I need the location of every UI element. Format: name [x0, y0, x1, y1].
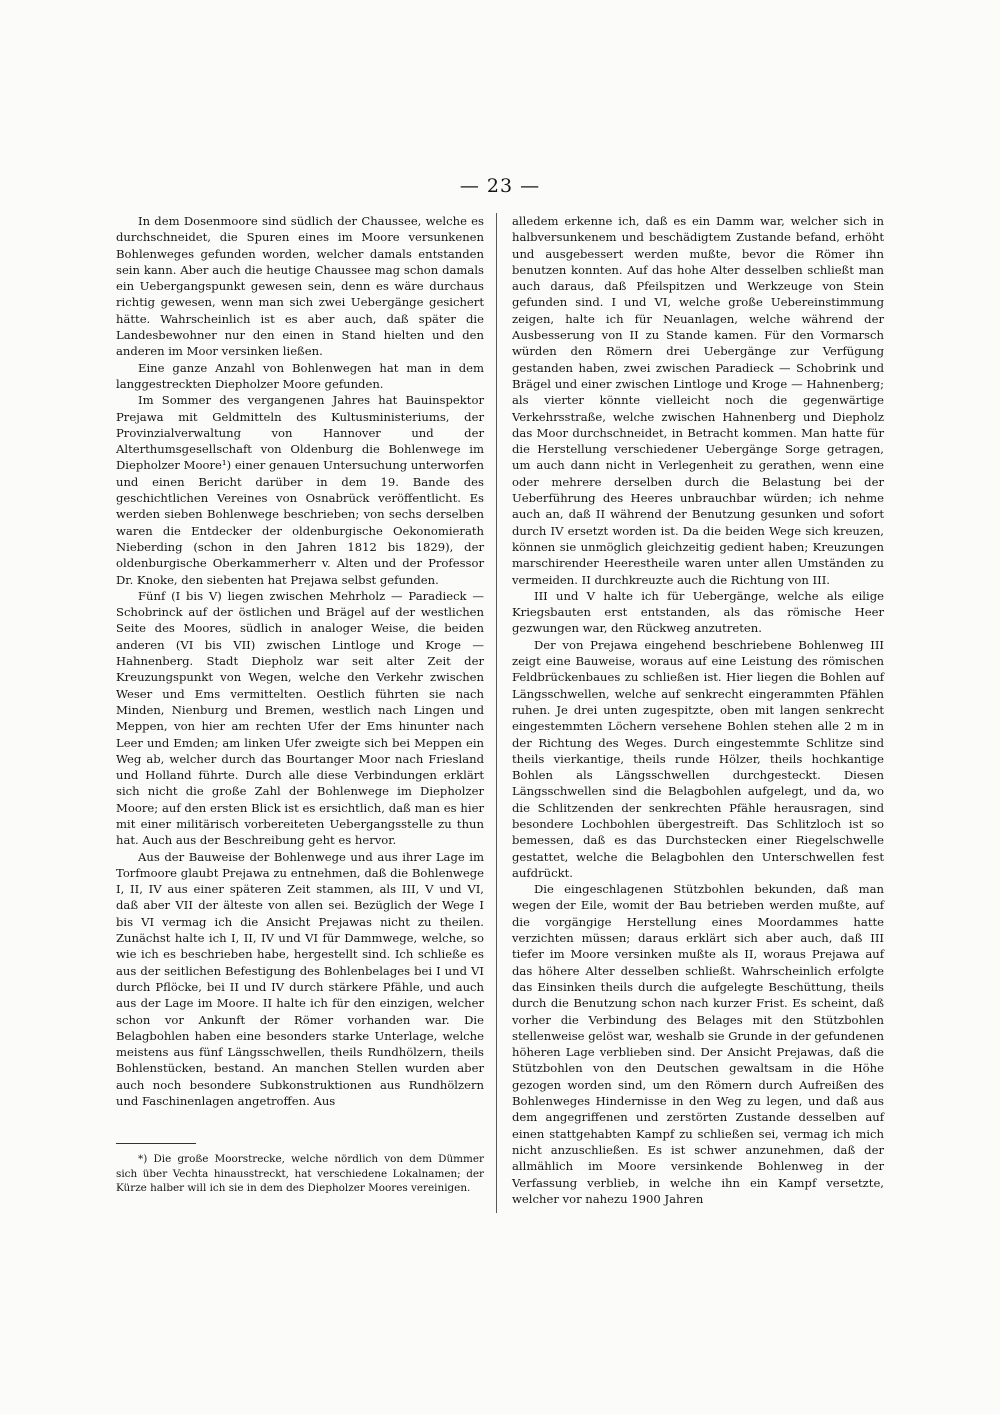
paragraph: Der von Prejawa eingehend beschriebene Bohlenweg III zeigt eine Bauweise, woraus auf eine Leistung des römischen Feldbrückenbaues zu schließen ist. Hier liegen die Bohlen auf Längsschwellen, welche auf senkrecht eingerammten Pfählen ruhen. Je drei unten zugespitzte, oben mit langen senkrecht eingestemmten Löchern versehene Bohlen stehen alle 2 m in der Richtung des Weges. Durch eingestemmte Schlitze sind theils vierkantige, theils runde Hölzer, theils hochkantige Bohlen als Längsschwellen durchgesteckt. Diesen Längsschwellen sind die Belagbohlen aufgelegt, und da, wo die Schlitzenden der senkrechten Pfähle herausragen, sind besondere Lochbohlen übergestreift. Das Schlitzloch ist so bemessen, daß es das Durchstecken einer Riegelschwelle gestattet, welche die Belagbohlen den Unterschwellen fest aufdrückt. — [512, 637, 884, 880]
paragraph: Aus der Bauweise der Bohlenwege und aus ihrer Lage im Torfmoore glaubt Prejawa zu entnehmen, daß die Bohlenwege I, II, IV aus einer späteren Zeit stammen, als III, V und VI, daß aber VII der älteste von allen sei. Bezüglich der Wege I bis VI vermag ich die Ansicht Prejawas nicht zu theilen. Zunächst halte ich I, II, IV und VI für Dammwege, welche, so wie ich es beschrieben habe, hergestellt sind. Ich schließe es aus der seitlichen Befestigung des Bohlenbelages bei I und VI durch Pflöcke, bei II und IV durch stärkere Pfähle, und auch aus der Lage im Moore. II halte ich für den einzigen, welcher schon vor Ankunft der Römer vorhanden war. Die Belagbohlen haben eine besonders starke Unterlage, welche meistens aus fünf Längsschwellen, theils Rundhölzern, theils Bohlenstücken, bestand. An manchen Stellen wurden aber auch noch besondere Subkonstruktionen aus Rundhölzern und Faschinenlagen angetroffen. Aus — [116, 849, 484, 1109]
paragraph: III und V halte ich für Uebergänge, welche als eilige Kriegsbauten erst entstanden, als das römische Heer gezwungen war, den Rückweg anzutreten. — [512, 588, 884, 636]
right-column — [512, 213, 884, 1207]
column-divider — [496, 213, 497, 1213]
paragraph: In dem Dosenmoore sind südlich der Chaussee, welche es durchschneidet, die Spuren eines im Moore versunkenen Bohlenweges gefunden worden, welcher damals entstanden sein kann. Aber auch die heutige Chaussee mag schon damals ein Uebergangspunkt gewesen sein, denn es wäre durchaus richtig gewesen, wenn man sich zwei Uebergänge gesichert hätte. Wahrscheinlich ist es aber auch, daß später die Landesbewohner nur den einen in Stand hielten und den anderen im Moor versinken ließen. — [116, 214, 484, 359]
left-column — [116, 213, 484, 1109]
footnote — [116, 1152, 484, 1196]
paragraph: Die eingeschlagenen Stützbohlen bekunden, daß man wegen der Eile, womit der Bau betrieben werden mußte, auf die vorgängige Herstellung eines Moordammes hatte verzichten müssen; daraus erklärt sich aber auch, daß III tiefer im Moore versinken mußte als II, woraus Prejawa auf das höhere Alter desselben schließt. Wahrscheinlich erfolgte das Einsinken theils durch die aufgelegte Beschüttung, theils durch die Benutzung schon nach kurzer Frist. Es scheint, daß vorher die Verbindung des Belages mit den Stützbohlen stellenweise gelöst war, weshalb sie Grunde in der gefundenen höheren Lage verblieben sind. Der Ansicht Prejawas, daß die Stützbohlen von den Deutschen gewaltsam in die Höhe gezogen worden sind, um den Römern durch Aufreißen des Bohlenweges Hindernisse in den Weg zu legen, und daß aus dem angegriffenen und zerstörten Zustande desselben auf einen stattgehabten Kampf zu schließen sei, vermag ich mich nicht anzuschließen. Es ist schwer anzunehmen, daß der allmählich im Moore versinkende Bohlenweg in der Verfassung verblieb, in welche ihn ein Kampf versetzte, welcher vor nahezu 1900 Jahren — [512, 882, 884, 1206]
footnote-rule — [116, 1143, 196, 1144]
page-number: — 23 — — [459, 175, 541, 197]
footnote-text: *) Die große Moorstrecke, welche nördlich von dem Dümmer sich über Vechta hinausstreckt, hat verschiedene Lokalnamen; der Kürze halber will ich sie in dem des Diepholzer Moores vereinigen. — [116, 1153, 484, 1195]
paragraph: Im Sommer des vergangenen Jahres hat Bauinspektor Prejawa mit Geldmitteln des Kultusministeriums, der Provinzialverwaltung von Hannover und der Alterthumsgesellschaft von Oldenburg die Bohlenwege im Diepholzer Moore¹) einer genauen Untersuchung unterworfen und einen Bericht darüber in dem 19. Bande des geschichtlichen Vereines von Osnabrück veröffentlicht. Es werden sieben Bohlenwege beschrieben; von sechs derselben waren die Entdecker der oldenburgische Oekonomierath Nieberding (schon in den Jahren 1812 bis 1829), der oldenburgische Oberkammerherr v. Alten und der Professor Dr. Knoke, den siebenten hat Prejawa selbst gefunden. — [116, 393, 484, 587]
paragraph: Fünf (I bis V) liegen zwischen Mehrholz — Paradieck — Schobrinck auf der östlichen und Brägel auf der westlichen Seite des Moores, südlich in analoger Weise, die beiden anderen (VI bis VII) zwischen Lintloge und Kroge — Hahnenberg. Stadt Diepholz war seit alter Zeit der Kreuzungspunkt von Wegen, welche den Verkehr zwischen Weser und Ems vermittelten. Oestlich führten sie nach Minden, Nienburg und Bremen, westlich nach Lingen und Meppen, von hier am rechten Ufer der Ems hinunter nach Leer und Emden; am linken Ufer zweigte sich bei Meppen ein Weg ab, welcher durch das Bourtanger Moor nach Friesland und Holland führte. Durch alle diese Verbindungen erklärt sich nicht die große Zahl der Bohlenwege im Diepholzer Moore; auf den ersten Blick ist es ersichtlich, daß man es hier mit einer militärisch vorbereiteten Uebergangsstelle zu thun hat. Auch aus der Beschreibung geht es hervor. — [116, 588, 484, 848]
paragraph: Eine ganze Anzahl von Bohlenwegen hat man in dem langgestreckten Diepholzer Moore gefunden. — [116, 360, 484, 391]
paragraph: alledem erkenne ich, daß es ein Damm war, welcher sich in halbversunkenem und beschädigtem Zustande befand, erhöht und ausgebessert werden mußte, bevor die Römer ihn benutzen konnten. Auf das hohe Alter desselben schließt man auch daraus, daß Pfeilspitzen und Werkzeuge von Stein gefunden sind. I und VI, welche große Uebereinstimmung zeigen, halte ich für Neuanlagen, welche während der Ausbesserung von II zu Stande kamen. Für den Vormarsch würden den Römern drei Uebergänge zur Verfügung gestanden haben, zwei zwischen Paradieck — Schobrink und Brägel und einer zwischen Lintloge und Kroge — Hahnenberg; als vierter könnte vielleicht noch die gegenwärtige Verkehrsstraße, welche zwischen Hahnenberg und Diepholz das Moor durchschneidet, in Betracht kommen. Man hatte für die Herstellung verschiedener Uebergänge Sorge getragen, um auch dann nicht in Verlegenheit zu gerathen, wenn eine oder mehrere derselben durch die Belastung bei der Ueberführung des Heeres unbrauchbar würden; ich nehme auch an, daß II während der Benutzung gesunken und sofort durch IV ersetzt worden ist. Da die beiden Wege sich kreuzen, können sie unmöglich gleichzeitig gedient haben; Kreuzungen marschirender Heerestheile waren unter allen Umständen zu vermeiden. II durchkreuzte auch die Richtung von III. — [512, 214, 884, 587]
